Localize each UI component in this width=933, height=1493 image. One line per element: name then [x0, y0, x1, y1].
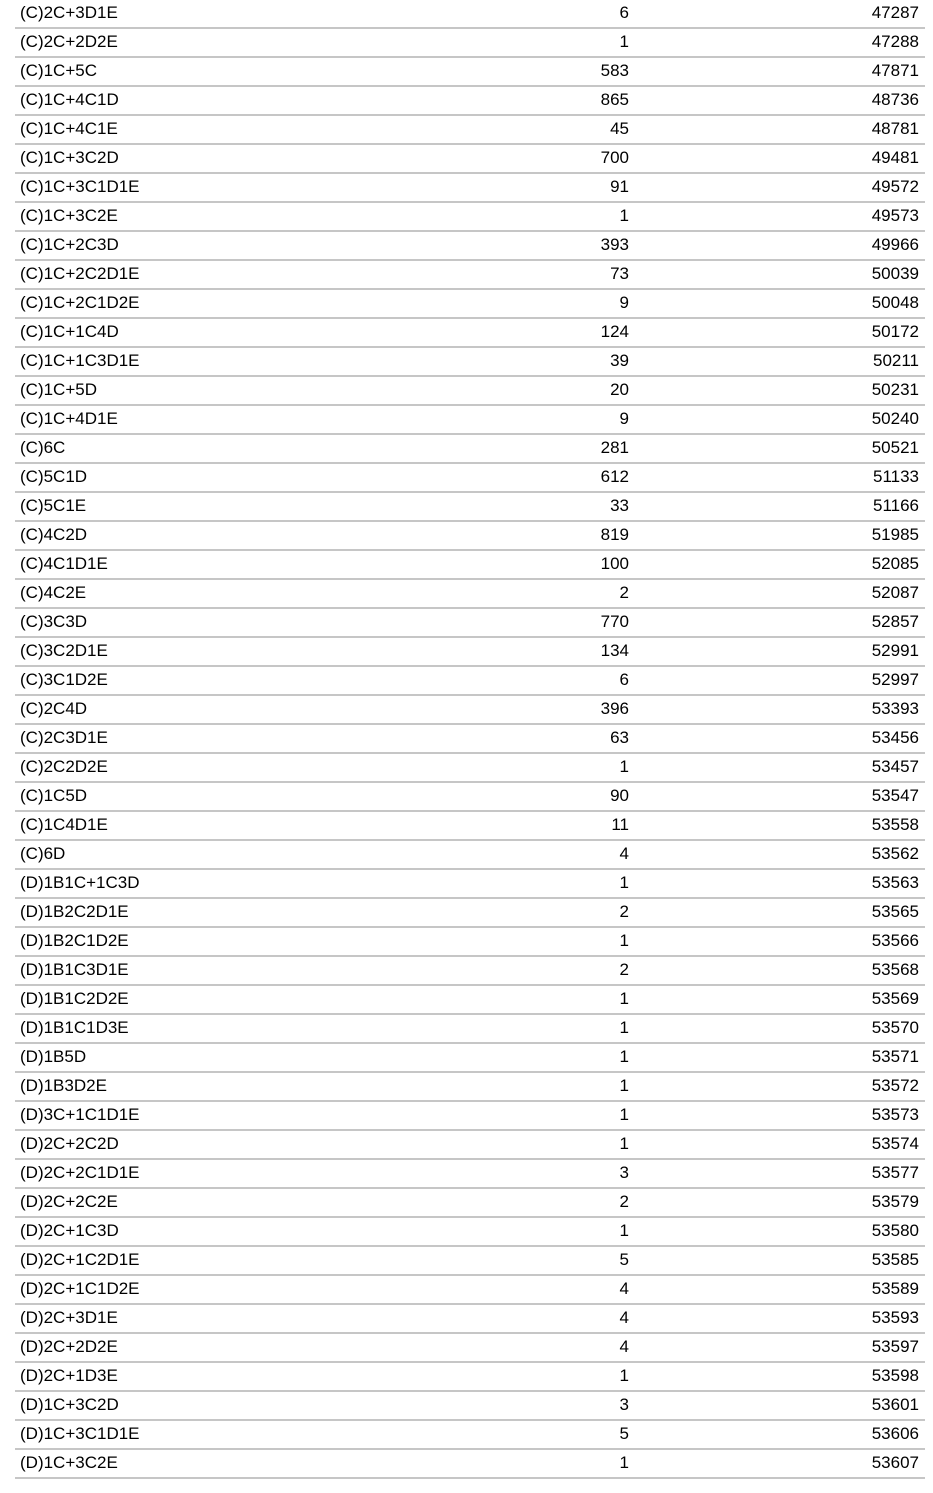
table-row [15, 609, 925, 638]
row-name: (C)2C4D [20, 699, 88, 718]
row-cumulative: 53570 [871, 1018, 919, 1037]
row-cumulative: 53593 [871, 1308, 919, 1327]
row-cumulative: 47287 [871, 3, 919, 22]
row-count: 583 [600, 61, 629, 80]
row-count: 281 [600, 438, 629, 457]
row-name: (D)1B2C1D2E [20, 931, 129, 950]
row-name: (D)2C+3D1E [20, 1308, 118, 1327]
row-name: (C)4C2D [20, 525, 88, 544]
table-row [15, 754, 925, 783]
row-name: (D)2C+1D3E [20, 1366, 118, 1385]
row-count: 1 [619, 1105, 629, 1124]
row-cumulative: 53597 [871, 1337, 919, 1356]
row-count: 90 [610, 786, 629, 805]
row-count: 33 [610, 496, 629, 515]
table-row [15, 1421, 925, 1450]
row-count: 6 [619, 3, 629, 22]
row-count: 1 [619, 32, 629, 51]
row-count: 1 [619, 1453, 629, 1472]
row-count: 5 [619, 1424, 629, 1443]
row-count: 1 [619, 1366, 629, 1385]
row-cumulative: 53558 [871, 815, 919, 834]
row-name: (D)2C+1C2D1E [20, 1250, 140, 1269]
row-cumulative: 52087 [871, 583, 919, 602]
row-name: (C)1C+3C2D [20, 148, 119, 167]
table-row [15, 783, 925, 812]
row-cumulative: 53577 [871, 1163, 919, 1182]
table-row [15, 261, 925, 290]
table-row [15, 145, 925, 174]
row-count: 91 [610, 177, 629, 196]
table-row [15, 638, 925, 667]
row-name: (C)3C1D2E [20, 670, 108, 689]
row-name: (D)1B2C2D1E [20, 902, 129, 921]
row-cumulative: 53572 [871, 1076, 919, 1095]
table-row [15, 1102, 925, 1131]
row-cumulative: 52997 [871, 670, 919, 689]
row-count: 63 [610, 728, 629, 747]
table-row [15, 725, 925, 754]
table-row [15, 522, 925, 551]
row-cumulative: 50048 [871, 293, 919, 312]
row-count: 9 [619, 293, 629, 312]
row-count: 134 [600, 641, 629, 660]
row-count: 4 [619, 1279, 629, 1298]
table-row [15, 232, 925, 261]
table-row [15, 928, 925, 957]
row-cumulative: 50039 [871, 264, 919, 283]
table-row [15, 1450, 925, 1479]
row-cumulative: 48736 [871, 90, 919, 109]
row-cumulative: 51133 [872, 467, 919, 486]
row-count: 819 [600, 525, 629, 544]
row-cumulative: 49966 [871, 235, 919, 254]
row-cumulative: 53393 [871, 699, 919, 718]
row-cumulative: 53585 [871, 1250, 919, 1269]
row-name: (C)4C1D1E [20, 554, 108, 573]
row-count: 1 [619, 989, 629, 1008]
row-name: (C)1C+1C3D1E [20, 351, 140, 370]
table-row [15, 464, 925, 493]
row-name: (C)5C1D [20, 467, 88, 486]
row-cumulative: 53579 [871, 1192, 919, 1211]
table-row [15, 841, 925, 870]
row-name: (D)1C+3C2D [20, 1395, 119, 1414]
table-row [15, 1218, 925, 1247]
row-count: 1 [619, 1221, 629, 1240]
table-row [15, 87, 925, 116]
row-count: 3 [619, 1163, 629, 1182]
row-name: (C)1C+4C1E [20, 119, 118, 138]
row-name: (D)2C+2C1D1E [20, 1163, 140, 1182]
row-name: (D)1B1C+1C3D [20, 873, 140, 892]
row-name: (C)2C+2D2E [20, 32, 118, 51]
row-count: 20 [610, 380, 629, 399]
row-name: (C)1C+5D [20, 380, 97, 399]
row-name: (D)2C+1C1D2E [20, 1279, 140, 1298]
table-row [15, 1015, 925, 1044]
row-name: (C)2C3D1E [20, 728, 108, 747]
table-row [15, 667, 925, 696]
row-cumulative: 53566 [871, 931, 919, 950]
row-name: (C)1C+3C1D1E [20, 177, 140, 196]
row-count: 4 [619, 844, 629, 863]
table-row [15, 551, 925, 580]
row-cumulative: 53547 [871, 786, 919, 805]
row-cumulative: 53601 [871, 1395, 919, 1414]
row-cumulative: 52991 [871, 641, 919, 660]
table-row [15, 812, 925, 841]
table-row [15, 29, 925, 58]
row-cumulative: 53569 [871, 989, 919, 1008]
table-row [15, 696, 925, 725]
row-count: 45 [610, 119, 629, 138]
row-name: (C)1C+5C [20, 61, 97, 80]
table-row [15, 377, 925, 406]
table-row [15, 870, 925, 899]
row-name: (C)5C1E [20, 496, 87, 515]
row-count: 700 [600, 148, 629, 167]
row-cumulative: 53606 [871, 1424, 919, 1443]
row-count: 9 [619, 409, 629, 428]
row-count: 124 [600, 322, 629, 341]
row-cumulative: 50240 [871, 409, 919, 428]
row-count: 4 [619, 1337, 629, 1356]
row-name: (D)1B3D2E [20, 1076, 107, 1095]
row-name: (C)4C2E [20, 583, 87, 602]
row-name: (C)1C+2C1D2E [20, 293, 140, 312]
row-count: 1 [619, 1018, 629, 1037]
row-cumulative: 53456 [871, 728, 919, 747]
row-name: (C)1C+4C1D [20, 90, 119, 109]
row-name: (C)2C2D2E [20, 757, 108, 776]
row-name: (D)2C+1C3D [20, 1221, 119, 1240]
row-name: (C)1C+2C3D [20, 235, 119, 254]
table-row [15, 435, 925, 464]
row-count: 6 [619, 670, 629, 689]
row-name: (C)6C [20, 438, 66, 457]
row-count: 2 [619, 583, 629, 602]
row-cumulative: 50231 [871, 380, 919, 399]
table-row [15, 1073, 925, 1102]
row-name: (C)1C+3C2E [20, 206, 118, 225]
row-name: (D)1C+3C2E [20, 1453, 118, 1472]
row-count: 73 [610, 264, 629, 283]
row-cumulative: 50172 [871, 322, 919, 341]
row-name: (C)1C+4D1E [20, 409, 118, 428]
row-cumulative: 51166 [872, 496, 919, 515]
row-name: (D)1C+3C1D1E [20, 1424, 140, 1443]
table-row [15, 580, 925, 609]
row-count: 393 [600, 235, 629, 254]
row-cumulative: 49481 [871, 148, 919, 167]
row-count: 396 [600, 699, 629, 718]
row-cumulative: 53574 [871, 1134, 919, 1153]
table-row [15, 1392, 925, 1421]
row-cumulative: 48781 [871, 119, 919, 138]
row-count: 11 [611, 815, 629, 834]
row-count: 1 [619, 931, 629, 950]
table-row [15, 1247, 925, 1276]
row-cumulative: 47871 [871, 61, 919, 80]
row-cumulative: 50521 [871, 438, 919, 457]
row-count: 1 [619, 1134, 629, 1153]
table-row [15, 1363, 925, 1392]
row-name: (C)2C+3D1E [20, 3, 118, 22]
row-name: (C)1C4D1E [20, 815, 108, 834]
row-count: 1 [619, 206, 629, 225]
row-name: (D)2C+2D2E [20, 1337, 118, 1356]
row-count: 2 [619, 960, 629, 979]
row-name: (C)1C+2C2D1E [20, 264, 140, 283]
row-cumulative: 49572 [871, 177, 919, 196]
table-row [15, 493, 925, 522]
table-row [15, 290, 925, 319]
row-cumulative: 49573 [871, 206, 919, 225]
row-count: 3 [619, 1395, 629, 1414]
table-row [15, 406, 925, 435]
row-cumulative: 53457 [871, 757, 919, 776]
table-row [15, 1334, 925, 1363]
row-count: 1 [619, 757, 629, 776]
row-count: 100 [600, 554, 629, 573]
table-row [15, 899, 925, 928]
table-row [15, 319, 925, 348]
row-name: (C)3C2D1E [20, 641, 108, 660]
row-name: (D)1B1C2D2E [20, 989, 129, 1008]
row-name: (C)6D [20, 844, 66, 863]
row-count: 4 [619, 1308, 629, 1327]
table-row [15, 1044, 925, 1073]
table-row [15, 174, 925, 203]
table-row [15, 1189, 925, 1218]
row-name: (D)1B1C1D3E [20, 1018, 129, 1037]
table-row [15, 348, 925, 377]
row-name: (D)3C+1C1D1E [20, 1105, 140, 1124]
row-count: 5 [619, 1250, 629, 1269]
table-row [15, 58, 925, 87]
row-cumulative: 51985 [871, 525, 919, 544]
row-name: (D)1B1C3D1E [20, 960, 129, 979]
row-cumulative: 50211 [872, 351, 919, 370]
row-count: 39 [610, 351, 629, 370]
table-row [15, 1305, 925, 1334]
table-row [15, 0, 925, 29]
row-name: (D)1B5D [20, 1047, 87, 1066]
row-name: (C)1C+1C4D [20, 322, 119, 341]
row-cumulative: 53607 [871, 1453, 919, 1472]
row-count: 770 [600, 612, 629, 631]
row-count: 1 [619, 1047, 629, 1066]
table-row [15, 986, 925, 1015]
row-name: (D)2C+2C2D [20, 1134, 119, 1153]
row-count: 1 [619, 873, 629, 892]
table-row [15, 1160, 925, 1189]
row-cumulative: 53589 [871, 1279, 919, 1298]
row-cumulative: 53571 [871, 1047, 919, 1066]
table-row [15, 957, 925, 986]
row-cumulative: 53568 [871, 960, 919, 979]
row-cumulative: 52857 [871, 612, 919, 631]
table-row [15, 203, 925, 232]
row-cumulative: 53562 [871, 844, 919, 863]
row-count: 612 [600, 467, 629, 486]
table-row [15, 1276, 925, 1305]
row-name: (C)3C3D [20, 612, 88, 631]
row-cumulative: 52085 [871, 554, 919, 573]
data-table [15, 0, 925, 1479]
row-name: (C)1C5D [20, 786, 88, 805]
row-cumulative: 53565 [871, 902, 919, 921]
row-count: 2 [619, 1192, 629, 1211]
row-cumulative: 53598 [871, 1366, 919, 1385]
table-row [15, 1131, 925, 1160]
row-cumulative: 53580 [871, 1221, 919, 1240]
row-cumulative: 53563 [871, 873, 919, 892]
table-row [15, 116, 925, 145]
row-count: 1 [619, 1076, 629, 1095]
row-cumulative: 47288 [871, 32, 919, 51]
row-cumulative: 53573 [871, 1105, 919, 1124]
row-name: (D)2C+2C2E [20, 1192, 118, 1211]
row-count: 2 [619, 902, 629, 921]
row-count: 865 [600, 90, 629, 109]
